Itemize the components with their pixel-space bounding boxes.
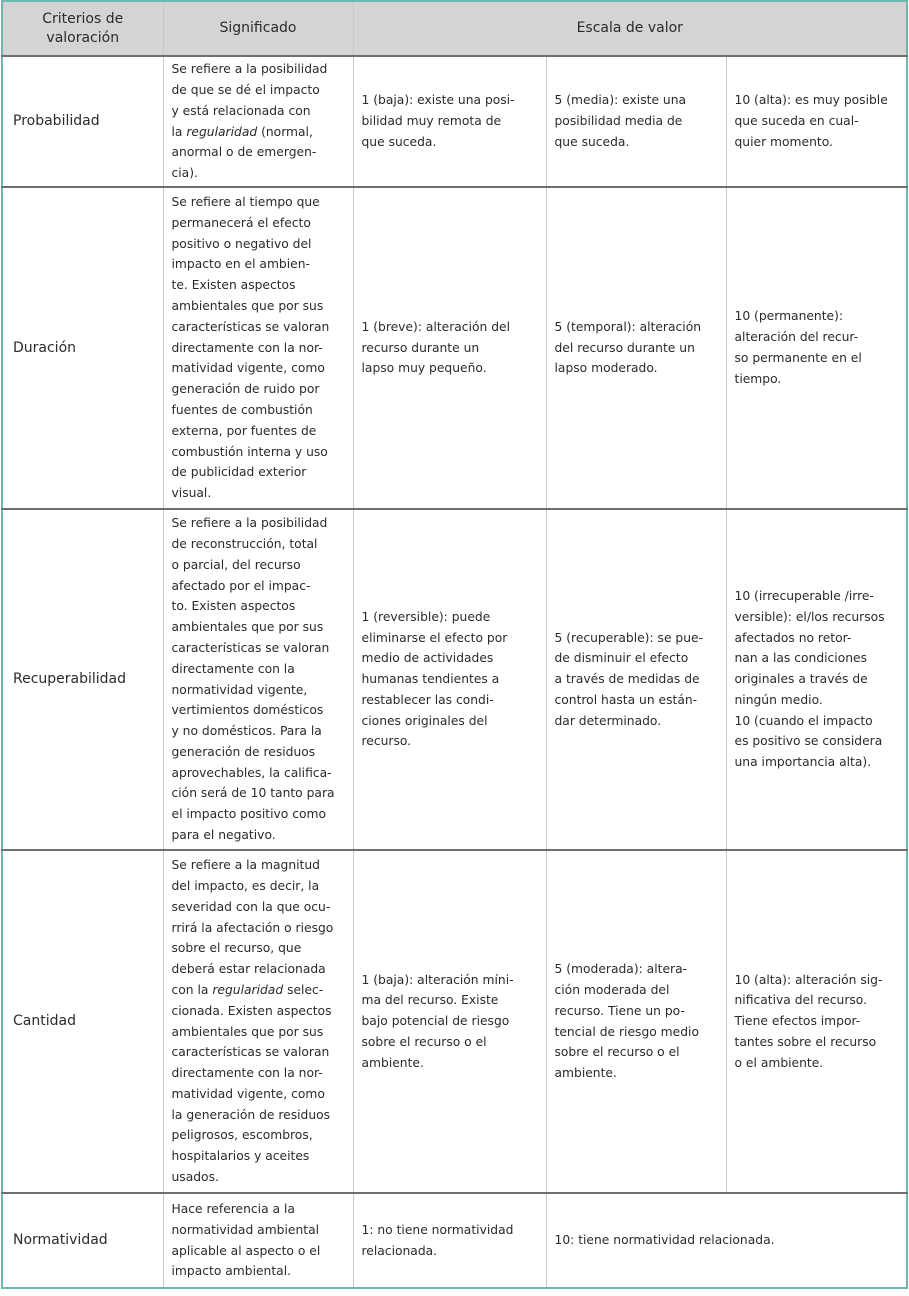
scale-value-cell: 1 (breve): alteración del recurso durante un lapso muy pequeño. <box>353 187 546 509</box>
scale-value-cell: 5 (moderada): altera- ción moderada del recurso. Tiene un po- tencial de riesgo medio sobre el recurso o el ambiente. <box>546 850 726 1193</box>
scale-value-cell: 10 (alta): es muy posible que suceda en cual- quier momento. <box>726 56 907 187</box>
scale-value-cell: 10 (irrecuperable /irre- versible): el/los recursos afectados no retor- nan a las condiciones originales a través de ningún medio. 10 (cuando el impacto es positivo se considera una importancia alta). <box>726 509 907 850</box>
table-row <box>2 56 907 187</box>
header-row <box>2 1 907 56</box>
table-row <box>2 850 907 1193</box>
meaning-text: Se refiere a la posibilidad de reconstrucción, total o parcial, del recurso afectado por el impac- to. Existen aspectos ambientales que por sus características se valoran directamente con la normatividad vigente, vertimientos domésticos y no domésticos. Para la generación de residuos aprovechables, la califica- ción será de 10 tanto para el impacto positivo como para el negativo. <box>171 516 335 843</box>
italic-term: regularidad <box>186 124 258 139</box>
meaning-text: (normal, anormal o de emergen- cia). <box>171 124 317 181</box>
scale-value-cell: 5 (recuperable): se pue- de disminuir el efecto a través de medidas de control hasta un están- dar determinado. <box>546 509 726 850</box>
scale-value-cell: 1: no tiene normatividad relacionada. <box>353 1193 546 1288</box>
scale-value-cell: 10 (alta): alteración sig- nificativa del recurso. Tiene efectos impor- tantes sobre el recurso o el ambiente. <box>726 850 907 1193</box>
meaning-text: Se refiere a la magnitud del impacto, es decir, la severidad con la que ocu- rrirá la afectación o riesgo sobre el recurso, que deberá estar relacionada con la <box>171 858 334 997</box>
meaning-text: Se refiere a la posibilidad de que se dé el impacto y está relacionada con la <box>171 62 328 139</box>
scale-value-cell: 10 (permanente): alteración del recur- so permanente en el tiempo. <box>726 187 907 509</box>
criterion-name: Normatividad <box>13 1232 108 1249</box>
italic-term: regularidad <box>212 982 284 997</box>
valuation-criteria-table <box>1 0 908 1289</box>
meaning-cell <box>163 1193 353 1288</box>
meaning-cell <box>163 509 353 850</box>
scale-value-cell: 1 (reversible): puede eliminarse el efecto por medio de actividades humanas tendientes a restablecer las condi- ciones originales del recurso. <box>353 509 546 850</box>
meaning-cell <box>163 187 353 509</box>
meaning-cell <box>163 56 353 187</box>
meaning-text: Se refiere al tiempo que permanecerá el efecto positivo o negativo del impacto en el ambien- te. Existen aspectos ambientales que por sus características se valoran directamente con la nor- matividad vigente, como generación de ruido por fuentes de combustión externa, por fuentes de combustión interna y uso de publicidad exterior visual. <box>171 195 330 501</box>
criterion-name: Probabilidad <box>2 56 163 187</box>
scale-value-cell: 1 (baja): existe una posi- bilidad muy remota de que suceda. <box>353 56 546 187</box>
scale-value-cell: 5 (media): existe una posibilidad media de que suceda. <box>546 56 726 187</box>
header-criterios: Criterios de valoración <box>2 1 163 56</box>
criterion-name: Cantidad <box>2 850 163 1193</box>
meaning-text: selec- cionada. Existen aspectos ambientales que por sus características se valoran directamente con la nor- matividad vigente, como la generación de residuos peligrosos, escombros, hospitalarios y aceites usados. <box>171 982 332 1185</box>
scale-value-cell: 1 (baja): alteración míni- ma del recurso. Existe bajo potencial de riesgo sobre el recurso o el ambiente. <box>353 850 546 1193</box>
criterion-name: Recuperabilidad <box>2 509 163 850</box>
table-row <box>2 509 907 850</box>
criterion-name: Duración <box>2 187 163 509</box>
table-row <box>2 1193 907 1288</box>
table-row <box>2 187 907 509</box>
header-escala: Escala de valor <box>353 1 907 56</box>
scale-value-cell: 10: tiene normatividad relacionada. <box>546 1193 907 1288</box>
scale-value-cell: 5 (temporal): alteración del recurso durante un lapso moderado. <box>546 187 726 509</box>
meaning-cell <box>163 850 353 1193</box>
header-significado: Significado <box>163 1 353 56</box>
meaning-text: Hace referencia a la normatividad ambiental aplicable al aspecto o el impacto ambiental. <box>171 1201 321 1279</box>
